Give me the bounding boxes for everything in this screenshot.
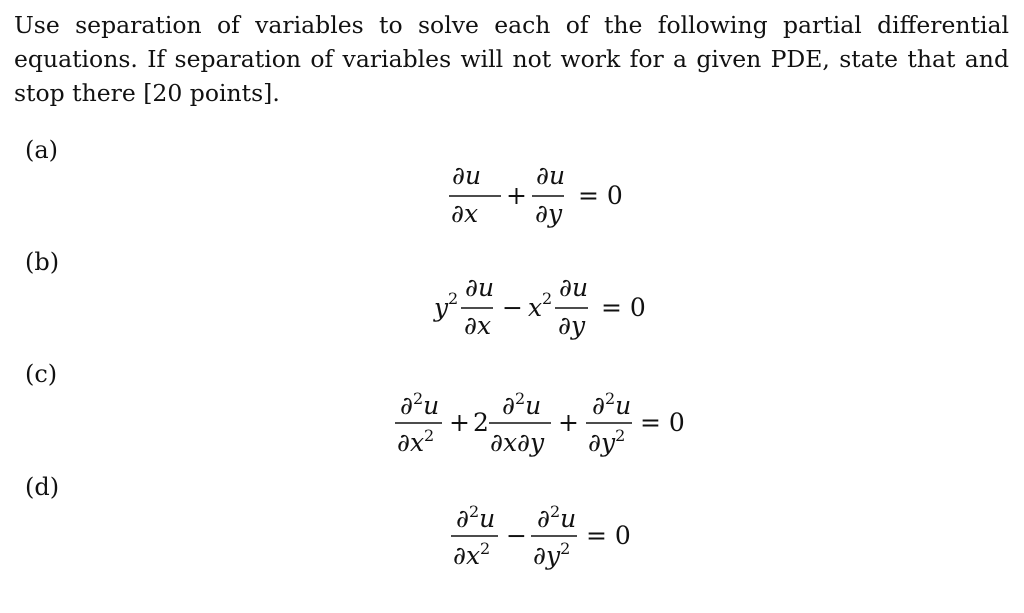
exponent: 2	[448, 289, 459, 308]
equals-zero: = 0	[640, 408, 685, 437]
equals-zero: = 0	[578, 181, 623, 210]
plus-sign: +	[449, 408, 470, 437]
equation-b	[0, 272, 1024, 372]
equation-d	[0, 500, 1024, 600]
fraction-numerator: ∂u	[559, 273, 589, 302]
part-b-label: (b)	[25, 248, 60, 276]
fraction-denominator: ∂x	[451, 199, 479, 228]
fraction-denominator: ∂y	[558, 311, 586, 340]
fraction-numerator: ∂u	[465, 273, 495, 302]
coefficient-x-squared: x	[528, 293, 543, 322]
fraction-numerator: ∂$^2$u	[537, 502, 577, 533]
minus-sign: −	[502, 293, 523, 322]
coefficient-two: 2	[473, 408, 489, 437]
part-d-label: (d)	[25, 473, 60, 501]
equation-a	[0, 160, 1024, 260]
fraction-denominator: ∂x∂y	[490, 428, 545, 457]
minus-sign: −	[506, 521, 527, 550]
fraction-denominator: ∂x	[464, 311, 492, 340]
equation-c-math	[395, 389, 685, 457]
fraction-numerator: ∂$^2$u	[502, 389, 542, 420]
fraction-denominator: $\partial y^2$	[533, 539, 571, 570]
problem-statement: Use separation of variables to solve each of the following partial differential equations. If separation of variables will not work for a given PDE, state that and stop there [20 points].	[14, 11, 1009, 107]
fraction-numerator: ∂u	[536, 161, 566, 190]
exponent: 2	[542, 289, 553, 308]
equation-c	[0, 387, 1024, 487]
equals-zero: = 0	[601, 293, 646, 322]
fraction-numerator: ∂$^2$u	[592, 389, 632, 420]
fraction-numerator: ∂u	[452, 161, 482, 190]
fraction-numerator: ∂$^2$u	[456, 502, 496, 533]
part-a-label: (a)	[25, 136, 59, 164]
equation-a-math	[449, 161, 623, 228]
fraction-numerator: ∂$^2$u	[400, 389, 440, 420]
fraction-denominator: $\partial x^2$	[453, 539, 491, 570]
fraction-denominator: $\partial x^2$	[397, 426, 435, 457]
plus-sign: +	[506, 181, 527, 210]
plus-sign: +	[558, 408, 579, 437]
equation-b-math	[433, 273, 646, 340]
fraction-denominator: ∂y	[535, 199, 563, 228]
coefficient-y-squared: y	[434, 293, 449, 322]
equals-zero: = 0	[586, 521, 631, 550]
fraction-denominator: $\partial y^2$	[588, 426, 626, 457]
equation-d-math	[451, 502, 631, 570]
part-c-label: (c)	[25, 360, 58, 388]
